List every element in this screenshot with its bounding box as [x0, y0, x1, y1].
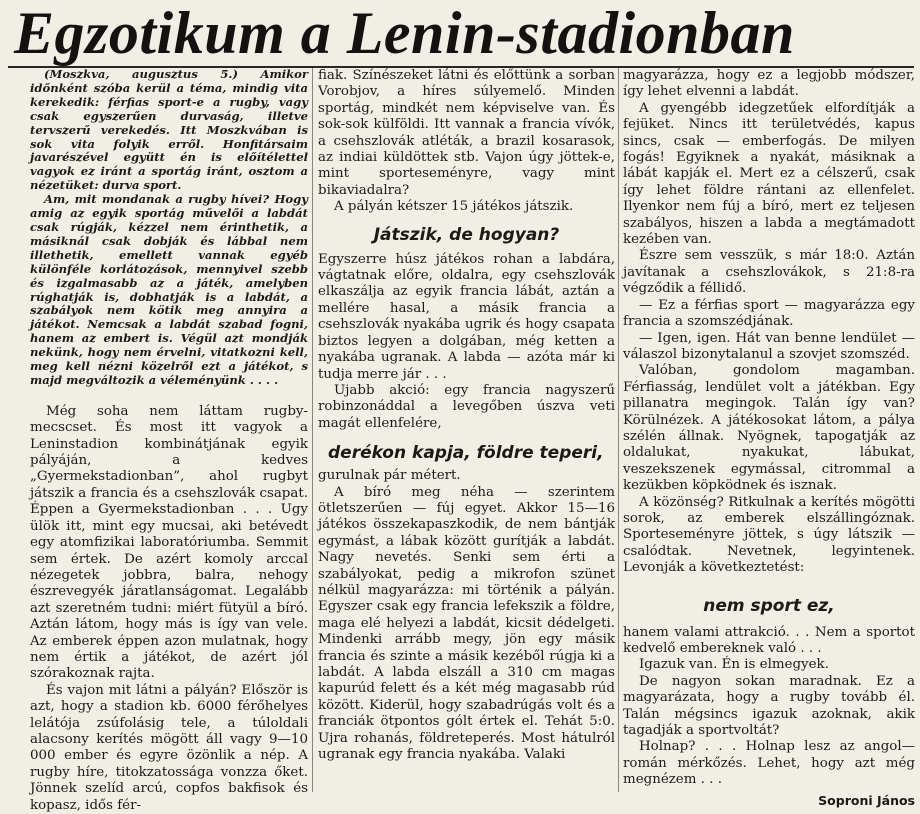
body-paragraph: Egyszerre húsz játékos rohan a labdára, vágtatnak előre, oldalra, egy csehszlovák elkaszálja az egyik francia lábát, aztán a mellére hasal, a másik francia a csehszlovák nyakába ugrik és hogy csapata biztos legyen a dolgában, még ketten a nyakába ugranak. A labda — azóta már ki tudja merre jár . . .	[318, 251, 615, 382]
body-paragraph: fiak. Színészeket látni és előttünk a sorban Vorobjov, a híres súlyemelő. Minden sportág, mindkét nem képviselve van. És sok-sok külföldi. Itt vannak a francia vívók, a csehszlovák atléták, a brazil kosarasok, az indiai küldöttek stb. Vajon úgy jöttek-e, mint sporteseményre, vagy mint bikaviadalra?	[318, 68, 615, 198]
body-paragraph: De nagyon sokan maradnak. Ez a magyarázata, hogy a rugby tovább él. Talán mégsincs igazuk azoknak, akik tagadják a sportvoltát?	[623, 673, 915, 739]
body-paragraph: Igazuk van. Én is elmegyek.	[639, 657, 829, 673]
column-3	[623, 68, 915, 808]
subheading-3: nem sport ez,	[703, 595, 835, 616]
subheading-2: derékon kapja, földre teperi,	[328, 443, 604, 464]
body-paragraph: A bíró meg néha — szerintem ötletszerűen — fúj egyet. Akkor 15—16 játékos összekapaszkodik, de nem bántják egymást, a lábak között gurítják a labdát. Nagy nevetés. Senki sem érti a szabályokat, pedig a mikrofon szünet nélkül magyarázza: mi történik a pályán. Egyszer csak egy francia lefekszik a földre, maga elé helyezi a labdát, kicsit dédelgeti. Mindenki arrább megy, jön egy másik francia és szinte a másik kezéből rúgja ki a labdát. A labda elszáll a 310 cm magas kapurúd felett és a két még magasabb rúd között. Kiderül, hogy szabadrúgás volt és a franciák ötpontos gólt értek el. Tehát 5:0. Ujra rohanás, földreteperés. Most hátulról ugranak egy francia nyakába. Valaki	[318, 484, 615, 763]
body-paragraph: Valóban, gondolom magamban. Férfiasság, lendület volt a játékban. Egy pillanatra megingok. Talán így van? Körülnézek. A játékosokat látom, a pálya szélén állnak. Nyögnek, tapogatják az oldalukat, nyakukat, lábukat, veszekszenek egymással, citrommal a kezükben köpködnek és isznak.	[623, 363, 915, 494]
body-paragraph: hanem valami attrakció. . . Nem a sportot kedvelő embereknek való . . .	[623, 624, 915, 656]
body-paragraph: A pályán kétszer 15 játékos játszik.	[334, 199, 574, 215]
column-2	[318, 68, 615, 792]
lead-paragraph-2: Am, mit mondanak a rugby hívei? Hogy amig az egyik sportág művelői a labdát csak rúgják, kézzel nem érinthetik, a másiknál csak dobják és lábbal nem illethetik, emellett vannak egyéb különféle korlátozások, mennyivel szebb és izgalmasabb az a játék, amelyben rúghatják is, dobhatják is a labdát, a szabályok nem kötik meg annyira a játékot. Nemcsak a labdát szabad fogni, hanem az embert is. Végül azt mondják nekünk, hogy nem érvelni, vitatkozni kell, meg kell nézni közelről ezt a játékot, s majd megváltozik a véleményünk . . . .	[30, 192, 308, 387]
column-1	[30, 67, 308, 813]
body-paragraph: — Ez a férfias sport — magyarázza egy francia a szomszédjának.	[623, 297, 915, 330]
column-divider-2	[618, 68, 619, 792]
body-paragraph: A közönség? Ritkulnak a kerítés mögötti sorok, az emberek elszállingóznak. Sporteseményre jöttek, s úgy látszik — csalódtak. Nevetnek, legyintenek. Levonják a következtetést:	[623, 494, 915, 576]
body-paragraph: magyarázza, hogy ez a legjobb módszer, így lehet elvenni a labdát.	[623, 68, 915, 100]
body-paragraph: gurulnak pár métert.	[318, 468, 461, 484]
body-paragraph: És vajon mit látni a pályán? Először is azt, hogy a stadion kb. 6000 férőhelyes lelátója zsúfolásig tele, a túloldali alacsony kerítés mögött áll vagy 9—10 000 ember és egyre özönlik a nép. A rugby híre, titokzatossága vonzza őket. Jönnek szelíd arcú, copfos bakfisok és kopasz, idős fér-	[30, 682, 308, 813]
body-paragraph: Holnap? . . . Holnap lesz az angol—román mérkőzés. Lehet, hogy azt még megnézem . . .	[623, 739, 915, 788]
headline: Egzotikum a Lenin-stadionban	[14, 0, 795, 66]
author-signature: Soproni János	[818, 792, 915, 808]
subheading-1: Játszik, de hogyan?	[373, 224, 560, 245]
column-divider-1	[312, 68, 313, 792]
body-paragraph: Ujabb akció: egy francia nagyszerű robinzonáddal a levegőben úszva veti magát ellenfelére,	[318, 382, 615, 431]
lead-paragraph-1: (Moszkva, augusztus 5.) Amikor időnként szóba kerül a téma, mindig vita kerekedik: férfias sport-e a rugby, vagy csak egyszerűen durvaság, illetve tervszerű verekedés. Itt Moszkvában is sok vita folyik erről. Honfitársaim javarészével együtt én is előítélettel vagyok ez iránt a sportág iránt, osztom a nézetüket: durva sport.	[30, 67, 308, 193]
body-paragraph: Még soha nem láttam rugby-mecscset. És most itt vagyok a Leninstadion kombinátjának egyik pályáján, a kedves „Gyermekstadionban”, ahol rugbyt játszik a francia és a csehszlovák csapat. Éppen a Gyermekstadionban . . . Ugy ülök itt, mint egy mucsai, aki betévedt egy atomfizikai laboratóriumba. Semmit sem értek. De azért komoly arccal nézegetek jobbra, balra, nehogy észrevegyék járatlanságomat. Legalább azt szeretném tudni: miért fütyül a bíró. Aztán látom, hogy más is így van vele. Az emberek éppen azon mulatnak, hogy nem értik a játékot, de azért jól szórakoznak rajta.	[30, 403, 308, 682]
lead-intro	[30, 68, 308, 388]
body-paragraph: — Igen, igen. Hát van benne lendület — válaszol bizonytalanul a szovjet szomszéd.	[623, 330, 915, 362]
body-paragraph: Észre sem vesszük, s már 18:0. Aztán javítanak a csehszlovákok, s 21:8-ra végződik a féllidő.	[623, 248, 915, 297]
body-paragraph: A gyengébb idegzetűek elfordítják a fejüket. Nincs itt területvédés, kapus sincs, csak — emberfogás. De milyen fogás! Egyiknek a nyakát, másiknak a lábát kapják el. Mert ez a célszerű, csak így lehet földre rántani az ellenfelet. Ilyenkor nem fúj a bíró, mert ez teljesen szabályos, hiszen a labda a megtámadott kezében van.	[623, 100, 915, 248]
